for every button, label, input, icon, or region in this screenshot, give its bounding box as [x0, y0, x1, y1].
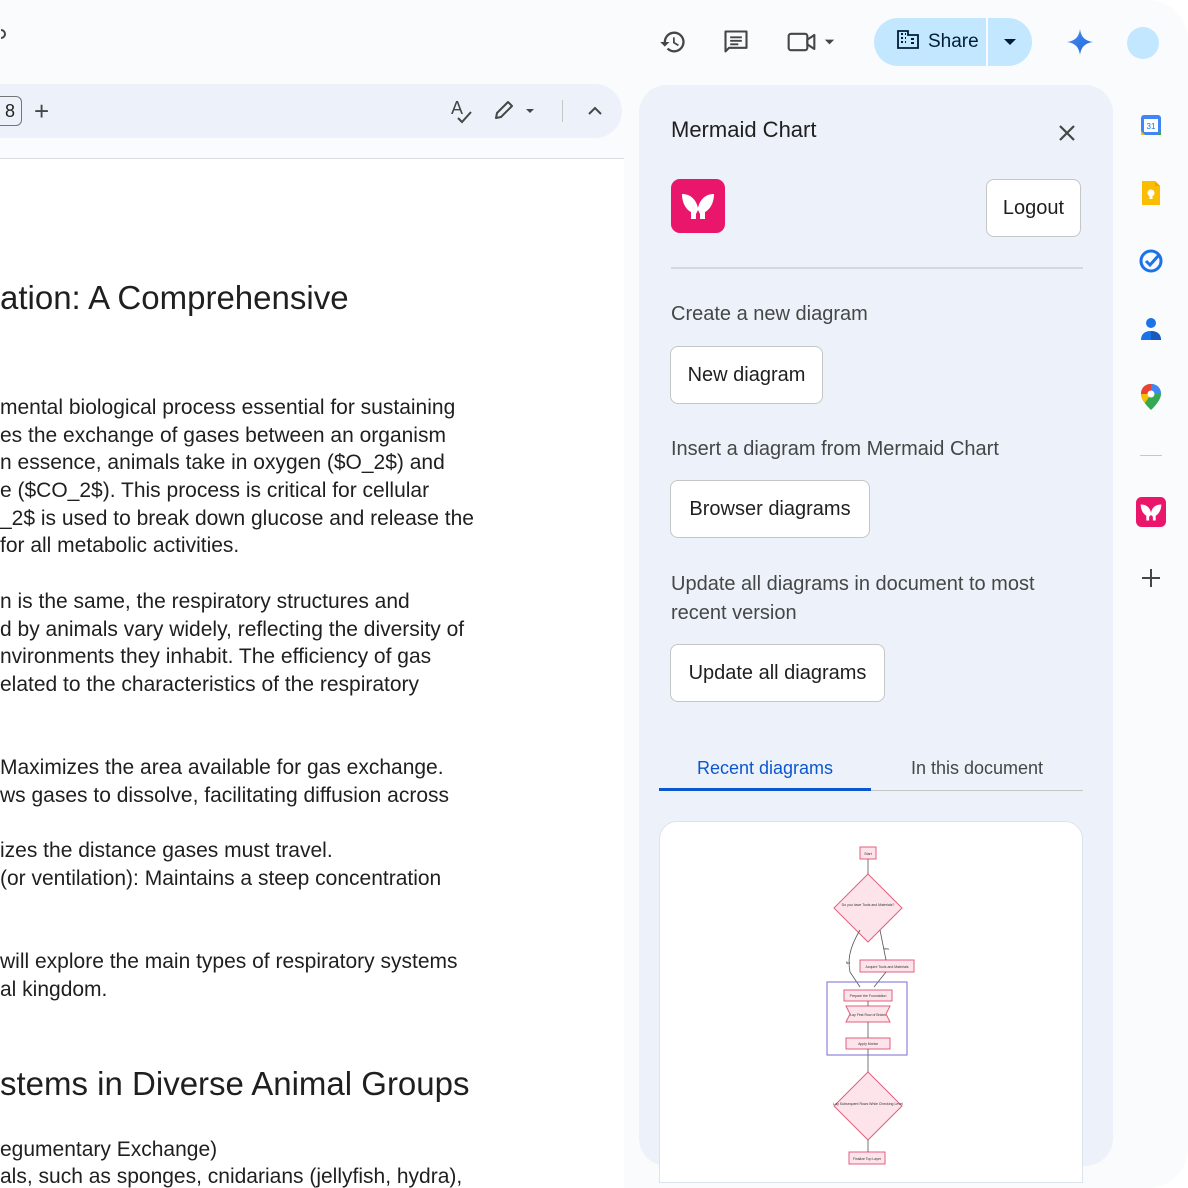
gemini-icon[interactable]	[1066, 28, 1094, 56]
tasks-icon[interactable]	[1136, 246, 1166, 276]
rail-divider	[1140, 455, 1162, 456]
update-label-line2: recent version	[671, 602, 797, 624]
flowchart-node-subsequent	[834, 1072, 902, 1140]
share-main-button[interactable]	[874, 18, 986, 66]
mermaid-addon-icon[interactable]	[1136, 497, 1166, 527]
share-building-icon	[896, 28, 920, 56]
font-size-increase-button[interactable]: +	[34, 96, 50, 126]
history-icon[interactable]	[657, 26, 689, 58]
share-label: Share	[928, 31, 979, 52]
doc-line: for all metabolic activities.	[0, 534, 240, 557]
svg-text:A: A	[451, 98, 464, 118]
flowchart-preview	[660, 822, 1082, 1182]
tab-in-this-document[interactable]: In this document	[910, 757, 1044, 778]
update-label-line1: Update all diagrams in document to most	[671, 573, 1035, 595]
doc-line: n essence, animals take in oxygen ($O_2$) and	[0, 451, 445, 474]
document-heading-2: stems in Diverse Animal Groups	[0, 1065, 470, 1102]
doc-line: ws gases to dissolve, facilitating diffusion across	[0, 784, 449, 807]
document-page[interactable]	[0, 158, 624, 1188]
doc-line: n is the same, the respiratory structures and	[0, 590, 410, 613]
insert-label: Insert a diagram from Mermaid Chart	[671, 438, 999, 460]
mermaid-side-panel	[639, 85, 1113, 1166]
editing-mode-icon[interactable]	[492, 98, 538, 129]
flowchart-label-finalize: Finalize Top Layer	[852, 1157, 882, 1161]
svg-text:31: 31	[1146, 122, 1156, 131]
update-all-diagrams-button[interactable]: Update all diagrams	[670, 644, 885, 702]
flowchart-label-lay-first: Lay First Row of Bricks	[850, 1013, 886, 1017]
spellcheck-icon[interactable]	[448, 96, 474, 129]
doc-line: elated to the characteristics of the respiratory	[0, 673, 420, 696]
doc-line: al kingdom.	[0, 978, 108, 1001]
doc-line: nvironments they inhabit. The efficiency of gas	[0, 645, 432, 668]
doc-line: e ($CO_2$). This process is critical for cellular	[0, 479, 430, 502]
create-label: Create a new diagram	[671, 303, 868, 325]
new-diagram-button[interactable]: New diagram	[670, 346, 823, 404]
tab-recent-diagrams[interactable]: Recent diagrams	[659, 748, 871, 791]
avatar[interactable]	[1127, 27, 1159, 59]
flowchart-edge-no: No	[845, 961, 851, 965]
close-icon[interactable]	[1054, 120, 1080, 146]
flowchart-label-start: Start	[864, 852, 872, 856]
add-addon-icon[interactable]	[1136, 563, 1166, 593]
panel-divider	[671, 267, 1083, 269]
toolbar-divider	[562, 100, 563, 122]
logout-button[interactable]: Logout	[986, 179, 1081, 237]
share-button[interactable]	[874, 18, 1032, 66]
keep-icon[interactable]	[1136, 178, 1166, 208]
recent-diagram-card[interactable]	[659, 821, 1083, 1183]
font-size-input[interactable]: 8	[0, 96, 22, 126]
maps-icon[interactable]	[1136, 382, 1166, 412]
browser-diagrams-button[interactable]: Browser diagrams	[670, 480, 870, 538]
document-heading-1: ation: A Comprehensive	[0, 279, 349, 316]
doc-line: _2$ is used to break down glucose and release the	[0, 507, 474, 530]
diagram-tabs	[659, 748, 1083, 791]
flowchart-node-decision	[834, 874, 902, 942]
doc-line: es the exchange of gases between an organism	[0, 424, 446, 447]
doc-line: izes the distance gases must travel.	[0, 839, 333, 862]
flowchart-label-decision: Do you have Tools and Materials?	[841, 903, 895, 907]
flowchart-label-acquire: Acquire Tools and Materials	[865, 965, 909, 969]
contacts-icon[interactable]	[1136, 314, 1166, 344]
share-dropdown-button[interactable]	[988, 18, 1032, 66]
doc-line: (or ventilation): Maintains a steep concentration	[0, 867, 442, 890]
top-bar	[0, 0, 1188, 84]
collapse-toolbar-icon[interactable]	[584, 100, 606, 127]
calendar-icon[interactable]	[1136, 110, 1166, 140]
chevron-down-icon	[1003, 37, 1017, 47]
format-toolbar	[0, 84, 622, 138]
video-icon[interactable]	[784, 26, 840, 58]
flowchart-label-subsequent: Lay Subsequent Rows While Checking Level	[833, 1102, 903, 1106]
flowchart-label-apply-mortar: Apply Mortar	[858, 1042, 878, 1046]
doc-line: d by animals vary widely, reflecting the diversity of	[0, 618, 465, 641]
flowchart-edge-yes: Yes	[883, 947, 889, 951]
doc-line: egumentary Exchange)	[0, 1138, 218, 1161]
flowchart-label-prepare: Prepare the Foundation	[849, 994, 887, 998]
doc-line: will explore the main types of respiratory systems	[0, 950, 458, 973]
mermaid-logo-icon	[671, 179, 725, 233]
doc-line: Maximizes the area available for gas exchange.	[0, 756, 444, 779]
partial-menu-icon	[0, 20, 22, 52]
doc-line: mental biological process essential for sustaining	[0, 396, 456, 419]
panel-title: Mermaid Chart	[671, 117, 817, 142]
doc-line: als, such as sponges, cnidarians (jellyfish, hydra),	[0, 1165, 463, 1188]
comment-icon[interactable]	[720, 26, 752, 58]
